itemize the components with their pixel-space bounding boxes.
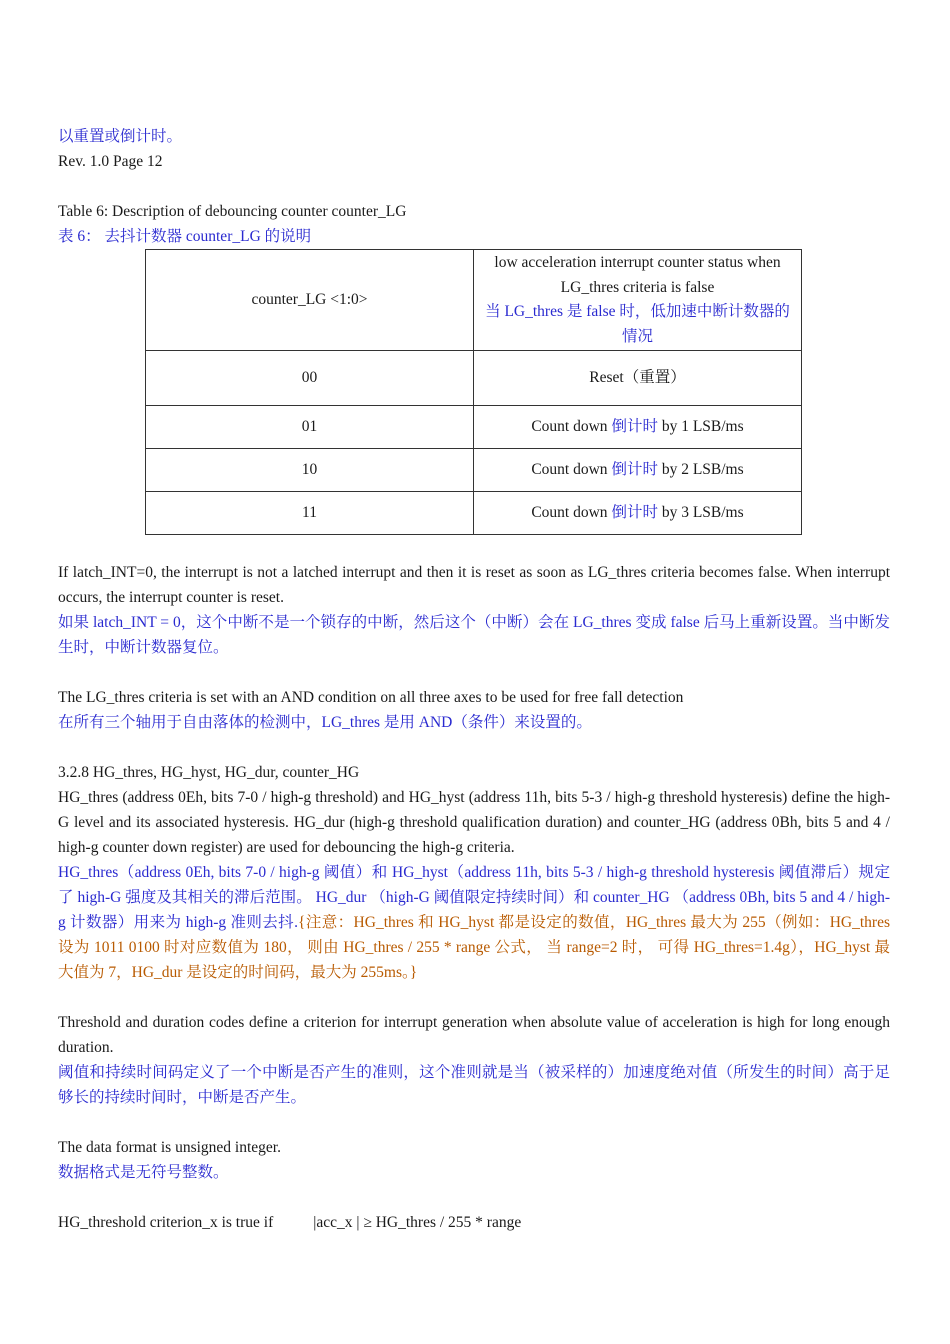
table-row [146,492,802,535]
header-status [474,250,802,351]
table-row [146,449,802,492]
document-page [58,124,890,1235]
formula-label: HG_threshold criterion_x is true if [58,1214,274,1231]
formula-expression: |acc_x | ≥ HG_thres / 255 * range [313,1214,522,1231]
table-caption-cn: 表 6： 去抖计数器 counter_LG 的说明 [58,228,312,245]
row-code: 10 [146,449,474,492]
table-header-row [146,250,802,351]
hg-paragraph-en: HG_thres (address 0Eh, bits 7-0 / high-g threshold) and HG_hyst (address 11h, bits 5-3 / high-g threshold hysteresis) define the high-G level and its associated hysteresis. HG_dur (high-g threshold qualification duration) and counter_HG (address 0Bh, bits 5 and 4 / high-g counter down register) are used for debouncing the high-g criteria. [58,789,890,856]
format-paragraph-cn: 数据格式是无符号整数。 [58,1164,229,1181]
format-paragraph-en: The data format is unsigned integer. [58,1139,281,1156]
table-row [146,406,802,449]
hg-note: {注意：HG_thres 和 HG_hyst 都是设定的数值，HG_thres 最大为 255（例如：HG_thres 设为 1011 0100 时对应数值为 180， 则由 HG_thres / 255 * range 公式， 当 range=2 时， 可得 HG_thres=1.4g），HG_hyst 最大值为 7，HG_dur 是设定的时间码，最大为 255ms。} [58,914,890,981]
top-continuation-text: 以重置或倒计时。 [58,128,183,145]
header-counter-lg: counter_LG <1:0> [146,250,474,351]
hg-formula [58,1210,890,1235]
hg-paragraph-cn [58,860,890,985]
table-row [146,351,802,406]
duration-paragraph-en: Threshold and duration codes define a criterion for interrupt generation when absolute value of acceleration is high for long enough duration. [58,1014,890,1056]
row-code: 00 [146,351,474,406]
page-revision: Rev. 1.0 Page 12 [58,153,163,170]
row-code: 11 [146,492,474,535]
duration-paragraph-cn: 阈值和持续时间码定义了一个中断是否产生的准则，这个准则就是当（被采样的）加速度绝对值（所发生的时间）高于足够长的持续时间时，中断是否产生。 [58,1064,890,1106]
latch-paragraph-en: If latch_INT=0, the interrupt is not a latched interrupt and then it is reset as soon as LG_thres criteria becomes false. When interrupt occurs, the interrupt counter is reset. [58,564,890,606]
table-caption-en: Table 6: Description of debouncing counter counter_LG [58,203,407,220]
row-description: Count down 倒计时 by 1 LSB/ms [474,406,802,449]
counter-lg-table [145,249,802,535]
row-code: 01 [146,406,474,449]
section-title: 3.2.8 HG_thres, HG_hyst, HG_dur, counter_HG [58,764,360,781]
hg-cn-text: HG_thres（address 0Eh, bits 7-0 / high-g 阈值）和 HG_hyst（address 11h, bits 5-3 / high-g threshold hysteresis 阈值滞后）规定了 high-G 强度及其相关的滞后范围。 HG_dur （high-G 阈值限定持续时间）和 counter_HG （address 0Bh, bits 5 and 4 / high-g 计数器）用来为 high-g 准则去抖. [58,864,890,931]
lgthres-paragraph-cn: 在所有三个轴用于自由落体的检测中，LG_thres 是用 AND（条件）来设置的。 [58,714,592,731]
row-description: Count down 倒计时 by 3 LSB/ms [474,492,802,535]
header-status-cn: 当 LG_thres 是 false 时，低加速中断计数器的情况 [485,303,790,345]
row-description: Count down 倒计时 by 2 LSB/ms [474,449,802,492]
latch-paragraph-cn: 如果 latch_INT = 0，这个中断不是一个锁存的中断，然后这个（中断）会在 LG_thres 变成 false 后马上重新设置。当中断发生时，中断计数器复位。 [58,614,890,656]
row-description: Reset（重置） [474,351,802,406]
header-status-en: low acceleration interrupt counter status when LG_thres criteria is false [494,254,781,296]
lgthres-paragraph-en: The LG_thres criteria is set with an AND condition on all three axes to be used for free fall detection [58,689,684,706]
